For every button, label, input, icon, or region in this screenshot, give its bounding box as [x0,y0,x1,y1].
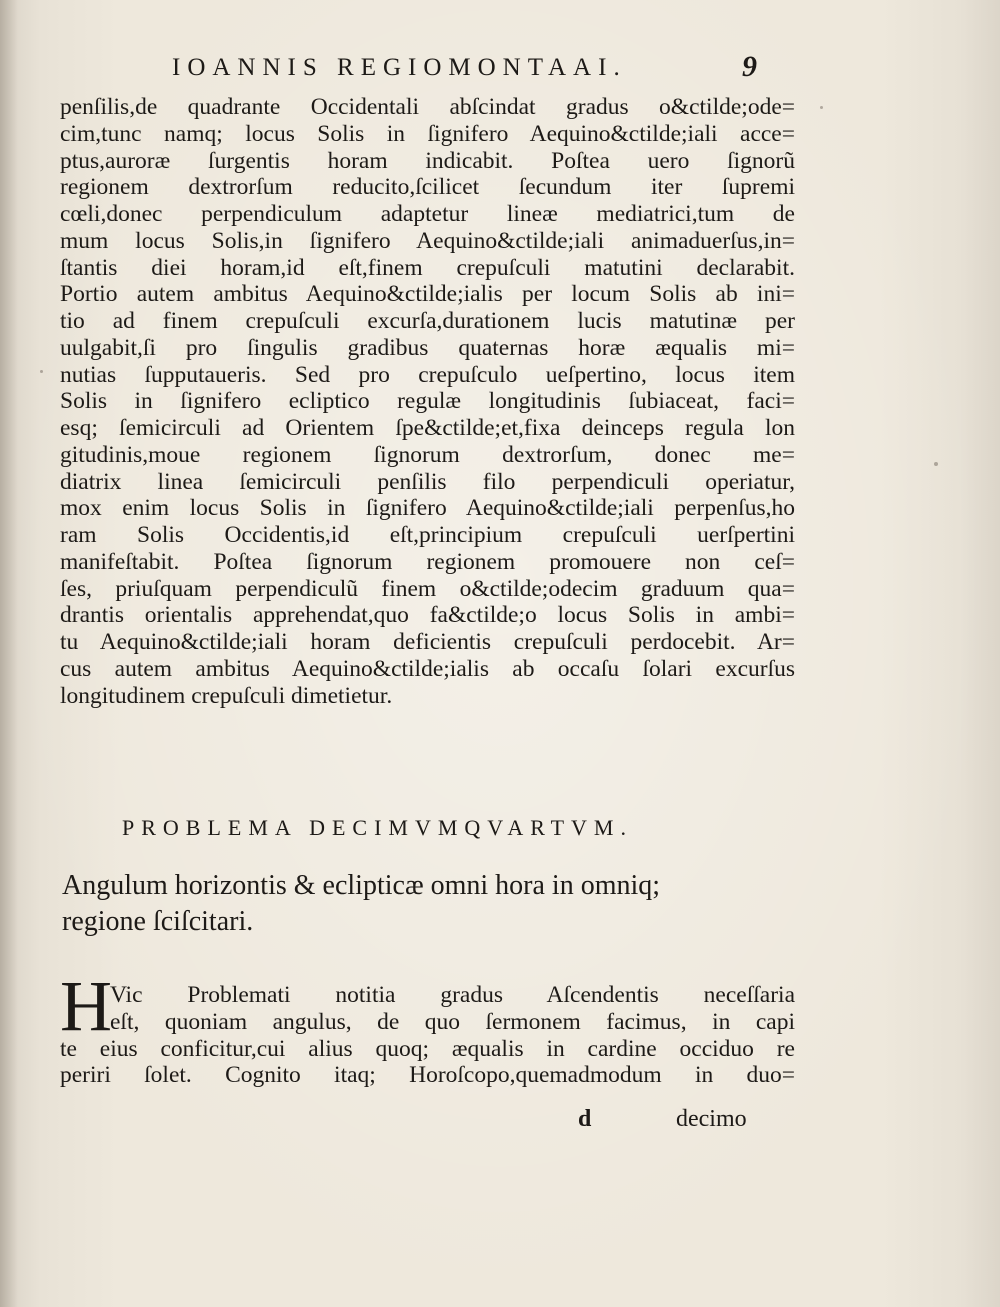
text-line: manifeſtabit. Poſtea ſignorum regionem promouere non ceſ= [60,548,795,575]
running-header [172,50,812,94]
catchword: decimo [676,1106,747,1132]
text-line: cus autem ambitus Aequino&ctilde;ialis ab occaſu ſolari excurſus [60,655,795,682]
paper-speck [934,462,938,466]
proposition-line: regione ſciſcitari. [62,906,254,937]
page-number: 9 [742,50,757,83]
text-line: esq; ſemicirculi ad Orientem ſpe&ctilde;et,fixa deinceps regula lon [60,415,795,441]
text-line: nutias ſupputaueris. Sed pro crepuſculo ueſpertino, locus item [60,361,795,388]
signature-mark: d [578,1106,592,1132]
problem-heading: PROBLEMA DECIMVMQVARTVM. [122,815,633,840]
page-footer [0,1106,1000,1146]
text-line: ſtantis diei horam,id eſt,finem crepuſculi matutini declarabit. [60,254,795,281]
text-line: cœli,donec perpendiculum adaptetur lineæ mediatrici,tum de [60,201,795,227]
text-line: diatrix linea ſemicirculi penſilis filo perpendiculi operiatur, [60,468,795,495]
text-line: drantis orientalis apprehendat,quo fa&ctilde;o locus Solis in ambi= [60,602,795,629]
text-line: te eius conficitur,cui alius quoq; æqualis in cardine occiduo re [60,1035,795,1062]
text-line: mum locus Solis,in ſignifero Aequino&ctilde;iali animaduerſus,in= [60,227,795,254]
proposition [62,868,762,940]
text-line: gitudinis,moue regionem ſignorum dextrorſum, donec me= [60,441,795,468]
paper-speck [40,370,43,373]
text-line: longitudinem crepuſculi dimetietur. [60,682,393,709]
text-line: cim,tunc namq; locus Solis in ſignifero Aequino&ctilde;iali acce= [60,120,795,147]
text-line: ptus,auroræ ſurgentis horam indicabit. Poſtea uero ſignorũ [60,147,795,174]
text-line: tu Aequino&ctilde;iali horam deficientis crepuſculi perdocebit. Ar= [60,629,795,655]
text-line: tio ad finem crepuſculi excurſa,durationem lucis matutinæ per [60,308,795,334]
drop-cap: H [60,966,112,1046]
text-line: Solis in ſignifero ecliptico regulæ longitudinis ſubiaceat, faci= [60,388,795,415]
text-line: eſt, quoniam angulus, de quo ſermonem facimus, in capi [110,1008,795,1035]
text-line: Portio autem ambitus Aequino&ctilde;ialis per locum Solis ab ini= [60,281,795,308]
proposition-line: Angulum horizontis & eclipticæ omni hora in omniq; [62,870,661,901]
text-line: ſes, priuſquam perpendiculũ finem o&ctilde;odecim graduum qua= [60,575,795,602]
text-line: ram Solis Occidentis,id eſt,principium crepuſculi uerſpertini [60,522,795,548]
text-line: penſilis,de quadrante Occidentali abſcindat gradus o&ctilde;ode= [60,94,795,120]
text-line: regionem dextrorſum reducito,ſcilicet ſecundum iter ſupremi [60,174,795,201]
text-line: mox enim locus Solis in ſignifero Aequino&ctilde;iali perpenſus,ho [60,495,795,522]
paper-speck [820,106,823,109]
text-line: Vic Problemati notitia gradus Aſcendentis neceſſaria [110,982,795,1008]
answer-paragraph [60,982,795,1089]
body-paragraph [60,94,795,709]
text-line: uulgabit,ſi pro ſingulis gradibus quaternas horæ æqualis mi= [60,334,795,361]
running-title: IOANNIS REGIOMONTAAI. [172,54,627,81]
text-line: periri ſolet. Cognito itaq; Horoſcopo,quemadmodum in duo= [60,1062,795,1089]
